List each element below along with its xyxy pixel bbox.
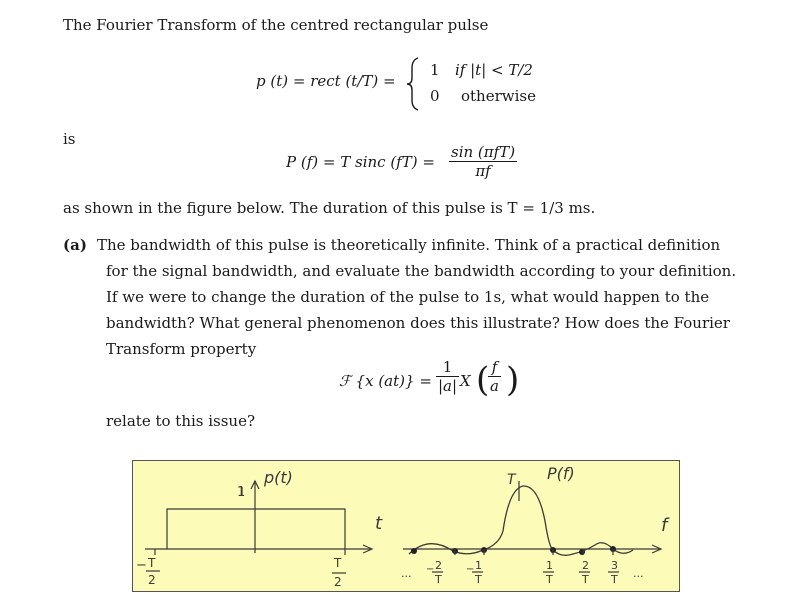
eq3-inner-num: f (488, 358, 501, 377)
left-brace (404, 56, 424, 112)
tick-label-sign: − (466, 564, 475, 575)
neg-T-num: T (148, 556, 156, 570)
eq3-frac-num: 1 (436, 358, 459, 377)
left-plot (145, 481, 372, 555)
question-a-closing: relate to this issue? (106, 412, 256, 430)
p-t-label: p(t) (264, 468, 293, 487)
eq2-lhs: P (f) = T sinc (fT) = (286, 153, 435, 171)
eq2-numerator: sin (πfT) (451, 143, 516, 161)
tick-label-den: T (611, 573, 618, 586)
ellipsis-right: ... (633, 567, 644, 580)
tick-label-den: T (435, 573, 442, 586)
zero-crossing-dot (579, 549, 585, 555)
tick-label-num: 3 (611, 559, 618, 572)
eq3-frac-den: |a| (438, 377, 458, 395)
question-a-line-2: for the signal bandwidth, and evaluate the bandwidth according to your definition. (106, 262, 737, 280)
eq1-lhs: p (t) = rect (t/T) = (256, 72, 396, 90)
eq1-case2-value: 0 (430, 87, 440, 105)
question-a-line-5: Transform property (106, 340, 257, 358)
f-axis-label: f (661, 515, 668, 536)
height-label: 1 (237, 485, 246, 500)
question-a-line-1: The bandwidth of this pulse is theoretically infinite. Think of a practical definition (97, 236, 721, 254)
tick-label-num: 2 (435, 559, 442, 572)
question-a-label: (a) (63, 236, 87, 254)
tick-label-num: 2 (582, 559, 589, 572)
zero-crossing-dot (411, 548, 417, 554)
neg-T-den: 2 (148, 573, 156, 587)
question-a-line-3: If we were to change the duration of the pulse to 1s, what would happen to the (106, 288, 710, 306)
eq3-inner-fraction (488, 358, 501, 395)
pos-T-den: 2 (334, 575, 342, 589)
rect-pulse (167, 509, 345, 549)
tick-label-sign: − (426, 564, 435, 575)
is-word: is (63, 130, 76, 148)
right-plot (403, 481, 661, 555)
eq3-inner-den: a (490, 377, 499, 395)
eq1-case1-value: 1 (430, 61, 440, 79)
eq1-case2-cond: otherwise (461, 87, 536, 105)
tick-label-den: T (475, 573, 482, 586)
eq3-right-paren: ) (506, 360, 520, 400)
intro-text: The Fourier Transform of the centred rectangular pulse (63, 16, 489, 34)
t-axis-label: t (375, 513, 383, 534)
duration-text: as shown in the figure below. The duration of this pulse is T = 1/3 ms. (63, 199, 596, 217)
eq1-case1-cond: if |t| < T/2 (455, 61, 533, 79)
eq3-left-paren: ( (476, 360, 490, 400)
eq3-fraction (436, 358, 459, 395)
eq2-denominator: πf (475, 162, 491, 180)
ellipsis-left: ... (401, 567, 412, 580)
sinc-curve (409, 486, 633, 555)
eq2-fraction (449, 143, 517, 180)
pos-T-num: T (334, 556, 342, 570)
tick-label-num: 1 (475, 559, 482, 572)
tick-label-den: T (582, 573, 589, 586)
figure-drawing (133, 461, 679, 591)
tick-label-den: T (546, 573, 553, 586)
tick-label-num: 1 (546, 559, 553, 572)
eq3-lhs: ℱ {x (at)} = (339, 372, 432, 390)
peak-T-label: T (507, 472, 516, 488)
pulse-figure (132, 460, 680, 592)
question-a-line-4: bandwidth? What general phenomenon does this illustrate? How does the Fourier (106, 314, 730, 332)
eq3-X: X (460, 372, 471, 390)
P-f-label: P(f) (547, 464, 575, 483)
neg-sign: − (136, 558, 147, 573)
